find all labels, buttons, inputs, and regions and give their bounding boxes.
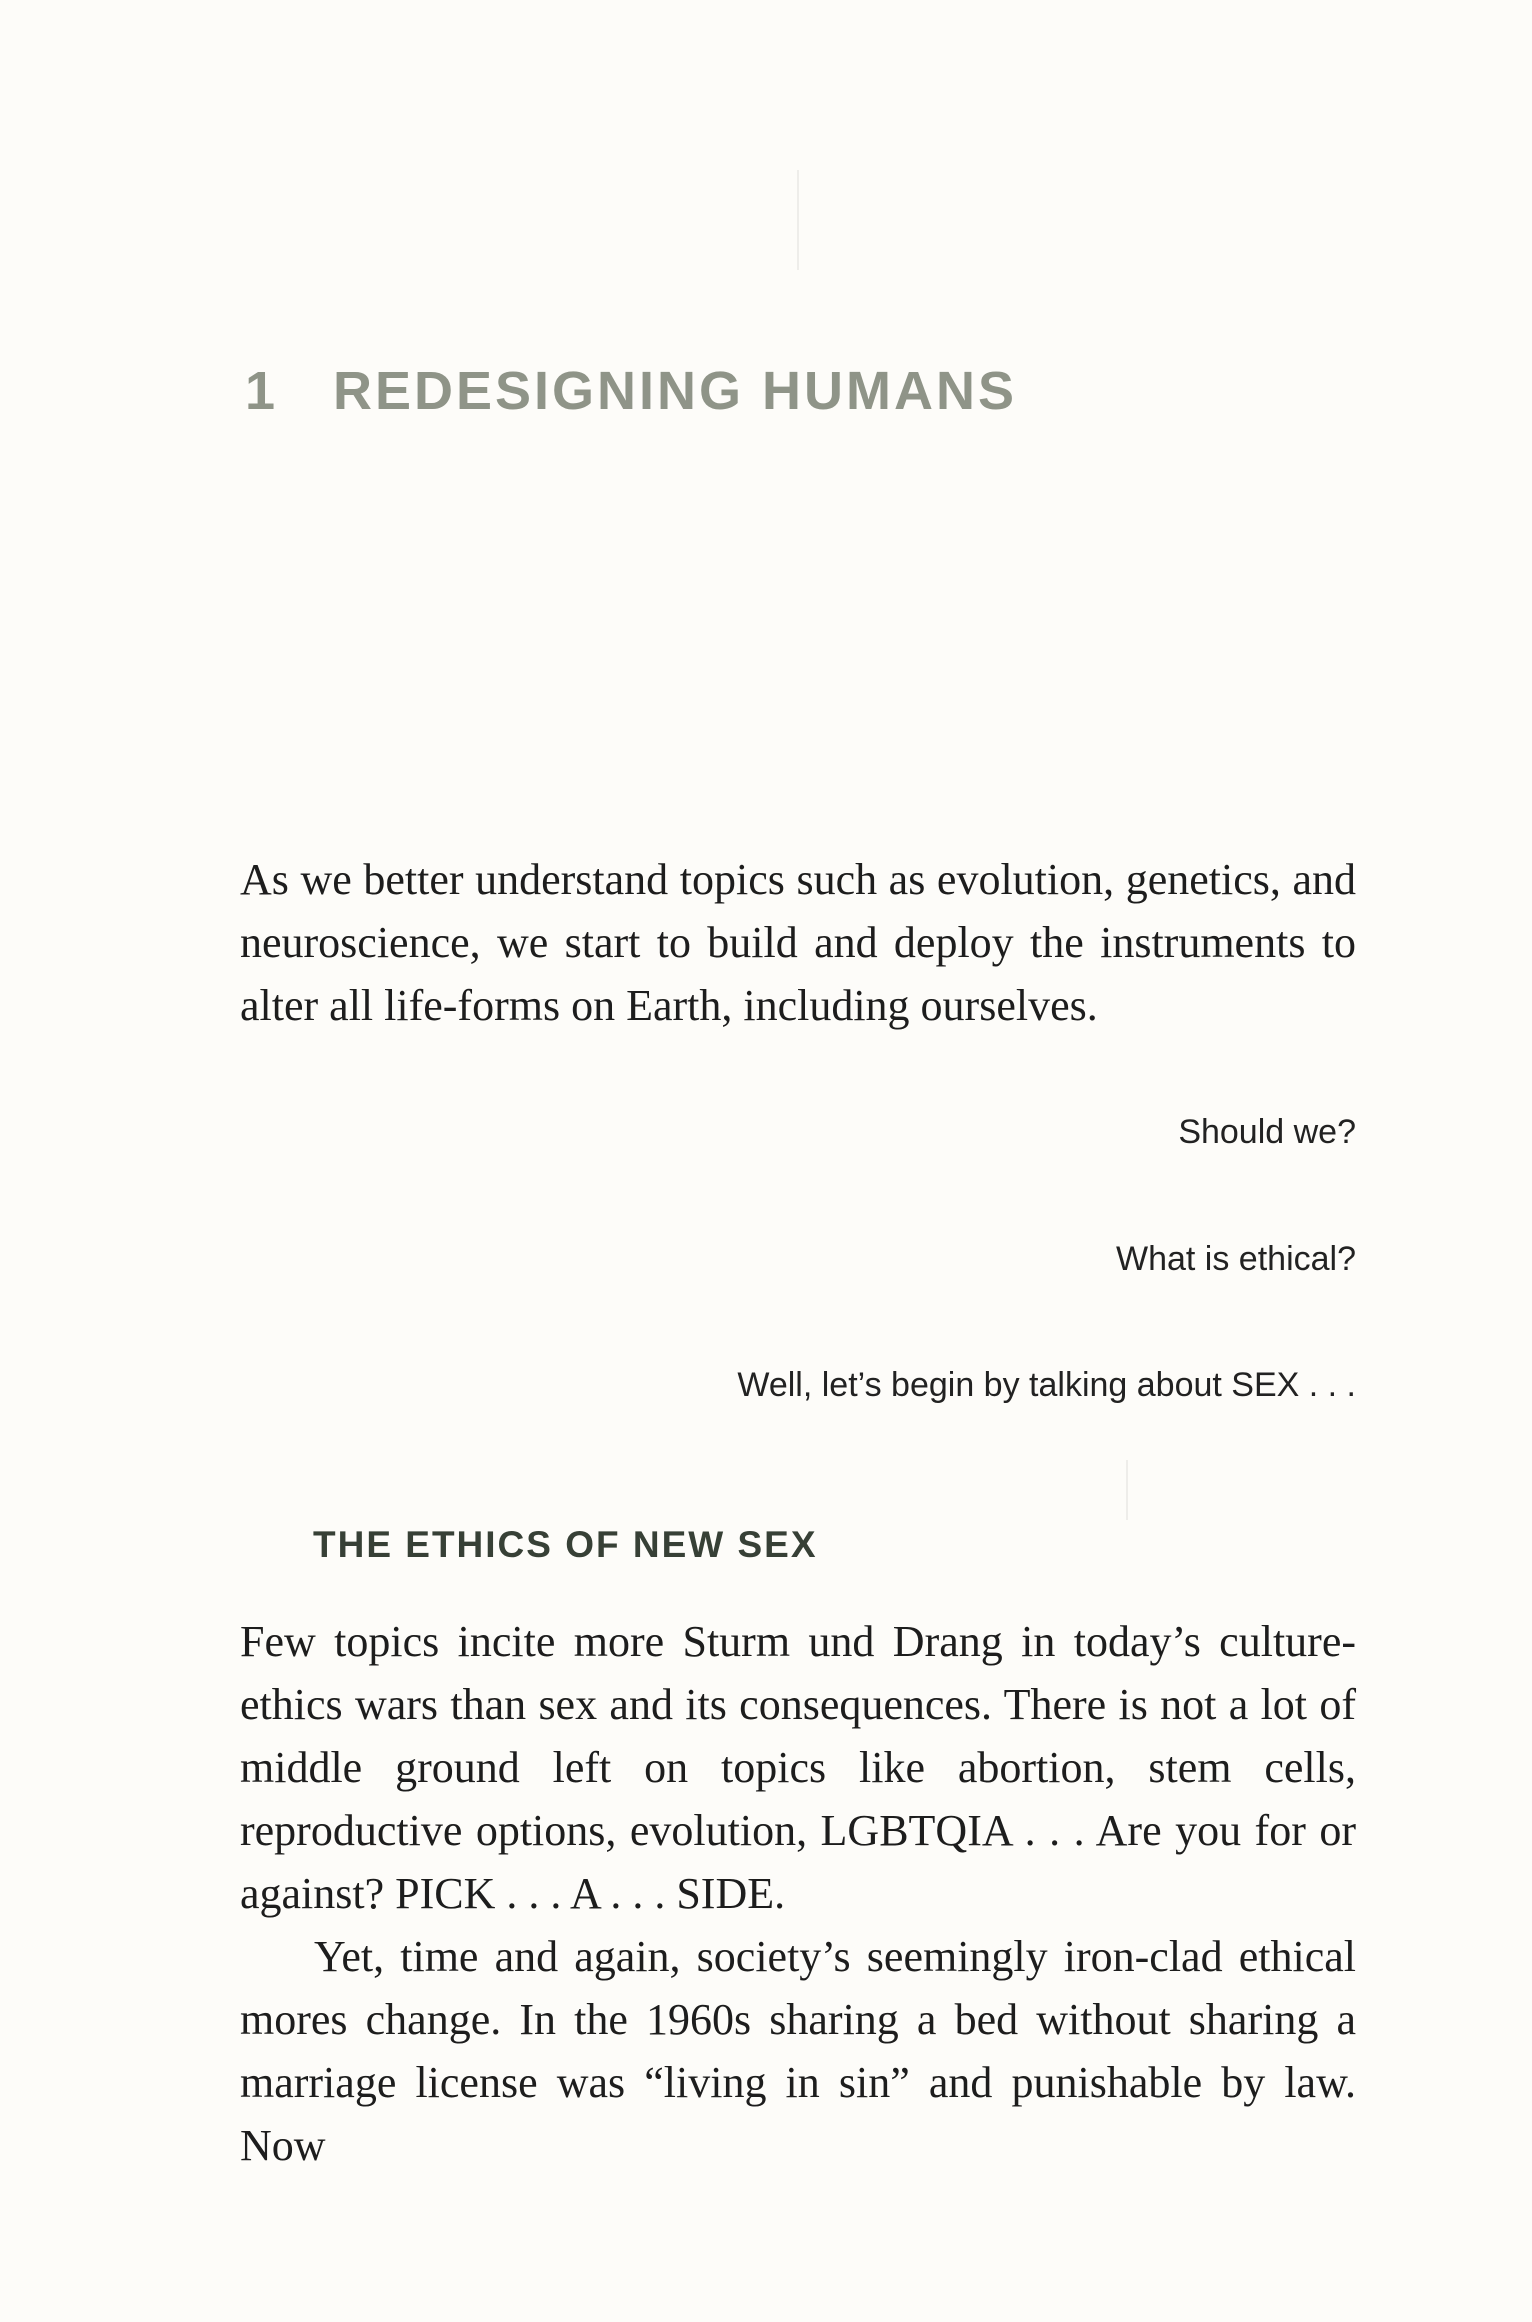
scan-artifact-line [797,170,799,270]
body-paragraph-1: Few topics incite more Sturm und Drang in today’s culture-ethics wars than sex and its consequences. There is not a lot of middle ground left on topics like abortion, stem cells, reproductive options, evolution, LGBTQIA . . . Are you for or against? PICK . . . A . . . SIDE. [240,1617,1356,1918]
body-paragraph-2: Yet, time and again, society’s seemingly iron-clad ethical mores change. In the 1960s sharing a bed without sharing a marriage license was “living in sin” and punishable by law. Now [240,1932,1356,2170]
question-talking-about-sex: Well, let’s begin by talking about SEX . . . [737,1366,1356,1404]
chapter-title: REDESIGNING HUMANS [333,361,1018,421]
question-should-we: Should we? [1178,1113,1356,1151]
section-heading: THE ETHICS OF NEW SEX [313,1524,818,1565]
question-what-is-ethical: What is ethical? [1116,1240,1356,1278]
scan-artifact-line [1126,1460,1128,1520]
intro-paragraph: As we better understand topics such as evolution, genetics, and neuroscience, we start to build and deploy the instruments to alter all life-forms on Earth, including ourselves. [240,855,1356,1030]
chapter-heading [245,360,1345,422]
chapter-number: 1 [245,361,279,421]
